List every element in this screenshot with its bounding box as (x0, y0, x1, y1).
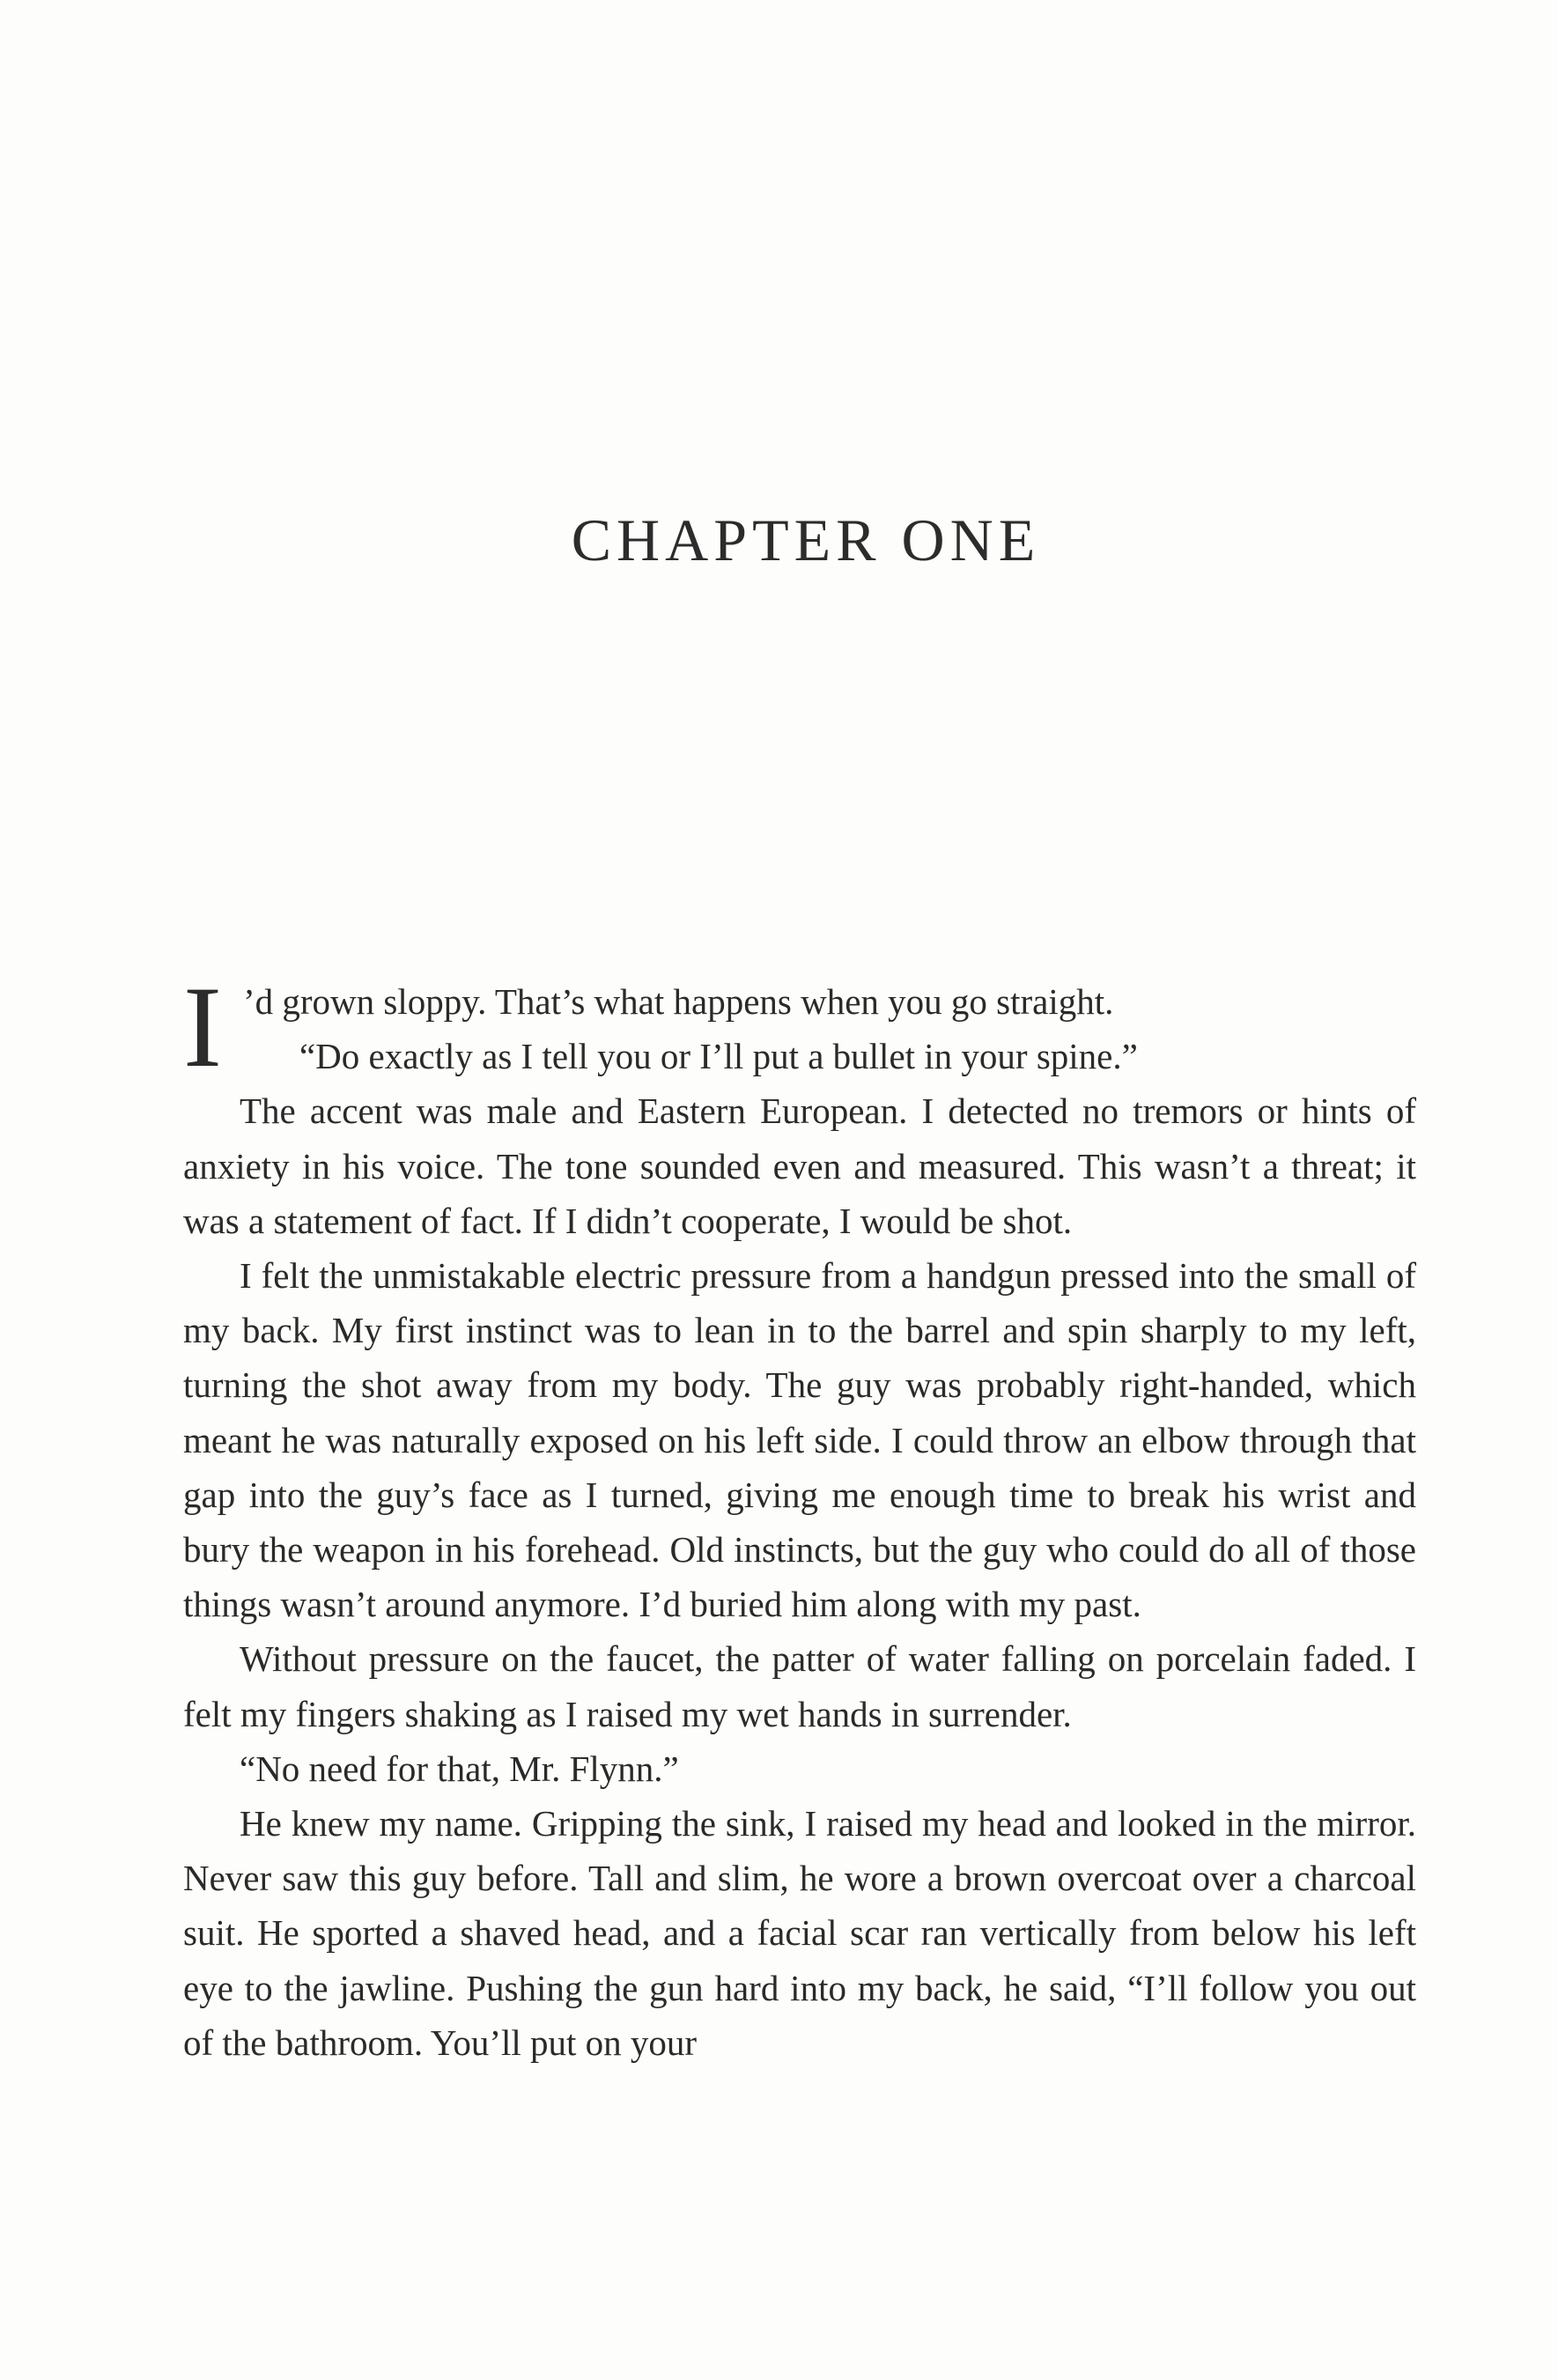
paragraph: He knew my name. Gripping the sink, I raised my head and looked in the mirror. Never saw this guy before. Tall and slim, he wore a brown overcoat over a charcoal suit. He sported a shaved head, and a facial scar ran vertically from below his left eye to the jawline. Pushing the gun hard into my back, he said, “I’ll follow you out of the bathroom. You’ll put on your (183, 1803, 1416, 2063)
drop-cap: I (183, 962, 222, 1091)
paragraph: “Do exactly as I tell you or I’ll put a bullet in your spine.” (299, 1036, 1138, 1077)
paragraph: The accent was male and Eastern European. I detected no tremors or hints of anxiety in his voice. The tone sounded even and measured. This wasn’t a threat; it was a statement of fact. If I didn’t cooperate, I would be shot. (183, 1090, 1416, 1241)
paragraph: I felt the unmistakable electric pressure from a handgun pressed into the small of my back. My first instinct was to lean in to the barrel and spin sharply to my left, turning the shot away from my body. The guy was probably right-handed, which meant he was naturally exposed on his left side. I could throw an elbow through that gap into the guy’s face as I turned, giving me enough time to break his wrist and bury the weapon in his forehead. Old instincts, but the guy who could do all of those things wasn’t around anymore. I’d buried him along with my past. (183, 1255, 1416, 1625)
opening-paragraph-text: ’d grown sloppy. That’s what happens when you go straight. (242, 981, 1114, 1022)
paragraph: “No need for that, Mr. Flynn.” (240, 1748, 679, 1789)
chapter-body (183, 962, 1416, 2070)
chapter-title: CHAPTER ONE (571, 506, 1041, 573)
paragraph: Without pressure on the faucet, the patter of water falling on porcelain faded. I felt my fingers shaking as I raised my wet hands in surrender. (183, 1638, 1416, 1734)
